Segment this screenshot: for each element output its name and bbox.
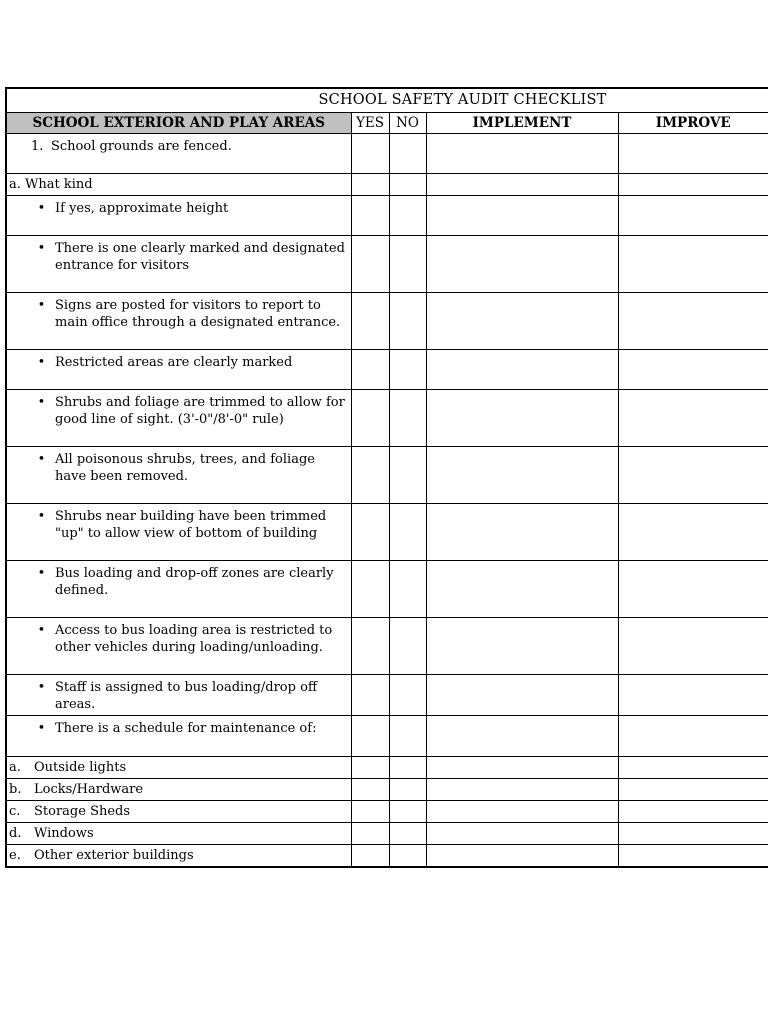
implement-cell[interactable] [426, 174, 618, 196]
improve-cell[interactable] [618, 675, 768, 716]
improve-cell[interactable] [618, 845, 768, 868]
improve-cell[interactable] [618, 801, 768, 823]
yes-checkbox-cell[interactable] [351, 757, 389, 779]
implement-header: IMPLEMENT [426, 113, 618, 134]
item-number: 1. [31, 139, 44, 154]
table-row [6, 801, 768, 823]
no-checkbox-cell[interactable] [389, 174, 426, 196]
yes-checkbox-cell[interactable] [351, 618, 389, 675]
question-cell [6, 779, 351, 801]
yes-checkbox-cell[interactable] [351, 801, 389, 823]
improve-cell[interactable] [618, 779, 768, 801]
yes-checkbox-cell[interactable] [351, 561, 389, 618]
implement-cell[interactable] [426, 504, 618, 561]
table-row [6, 196, 768, 236]
improve-cell[interactable] [618, 134, 768, 174]
implement-cell[interactable] [426, 196, 618, 236]
no-checkbox-cell[interactable] [389, 196, 426, 236]
question-cell [6, 504, 351, 561]
question-text: Outside lights [34, 760, 127, 775]
question-text: Restricted areas are clearly marked [55, 355, 293, 370]
implement-cell[interactable] [426, 801, 618, 823]
document-title [6, 88, 768, 113]
yes-checkbox-cell[interactable] [351, 823, 389, 845]
bullet-icon: • [37, 395, 46, 410]
no-checkbox-cell[interactable] [389, 447, 426, 504]
improve-cell[interactable] [618, 196, 768, 236]
no-checkbox-cell[interactable] [389, 618, 426, 675]
question-cell [6, 561, 351, 618]
yes-checkbox-cell[interactable] [351, 236, 389, 293]
table-row [6, 174, 768, 196]
implement-cell[interactable] [426, 757, 618, 779]
yes-checkbox-cell[interactable] [351, 196, 389, 236]
no-checkbox-cell[interactable] [389, 504, 426, 561]
improve-cell[interactable] [618, 716, 768, 757]
title-row [6, 88, 768, 113]
table-row [6, 561, 768, 618]
bullet-icon: • [37, 509, 46, 524]
yes-header: YES [351, 113, 389, 134]
question-text: There is a schedule for maintenance of: [55, 721, 317, 736]
bullet-icon: • [37, 721, 46, 736]
no-checkbox-cell[interactable] [389, 823, 426, 845]
yes-checkbox-cell[interactable] [351, 350, 389, 390]
table-row [6, 675, 768, 716]
implement-cell[interactable] [426, 716, 618, 757]
no-checkbox-cell[interactable] [389, 801, 426, 823]
question-text: a. What kind [9, 177, 93, 192]
bullet-icon: • [37, 680, 46, 695]
implement-cell[interactable] [426, 675, 618, 716]
no-checkbox-cell[interactable] [389, 293, 426, 350]
table-row [6, 779, 768, 801]
implement-cell[interactable] [426, 779, 618, 801]
question-cell [6, 716, 351, 757]
header-row [6, 113, 768, 134]
improve-cell[interactable] [618, 236, 768, 293]
yes-checkbox-cell[interactable] [351, 845, 389, 868]
no-checkbox-cell[interactable] [389, 845, 426, 868]
implement-cell[interactable] [426, 561, 618, 618]
question-cell [6, 757, 351, 779]
table-row [6, 845, 768, 868]
improve-cell[interactable] [618, 174, 768, 196]
audit-checklist [5, 87, 768, 868]
question-text: Staff is assigned to bus loading/drop off areas. [55, 680, 318, 712]
no-checkbox-cell[interactable] [389, 350, 426, 390]
item-letter: a. [9, 760, 21, 775]
question-cell [6, 823, 351, 845]
question-cell [6, 134, 351, 174]
question-cell [6, 350, 351, 390]
yes-checkbox-cell[interactable] [351, 447, 389, 504]
item-letter: b. [9, 782, 22, 797]
question-cell [6, 236, 351, 293]
question-text: Signs are posted for visitors to report to main office through a designated entrance. [55, 298, 341, 330]
no-header: NO [389, 113, 426, 134]
question-text: Access to bus loading area is restricted to other vehicles during loading/unloading. [55, 623, 333, 655]
table-row [6, 504, 768, 561]
table-row [6, 618, 768, 675]
question-text: Windows [34, 826, 94, 841]
no-checkbox-cell[interactable] [389, 561, 426, 618]
question-cell [6, 801, 351, 823]
question-text: Other exterior buildings [34, 848, 194, 863]
improve-cell[interactable] [618, 447, 768, 504]
question-text: There is one clearly marked and designated entrance for visitors [55, 241, 345, 273]
question-cell [6, 196, 351, 236]
yes-checkbox-cell[interactable] [351, 174, 389, 196]
yes-checkbox-cell[interactable] [351, 779, 389, 801]
section-header: SCHOOL EXTERIOR AND PLAY AREAS [6, 113, 351, 134]
question-cell [6, 447, 351, 504]
improve-header: IMPROVE [618, 113, 768, 134]
improve-cell[interactable] [618, 561, 768, 618]
implement-cell[interactable] [426, 236, 618, 293]
question-cell [6, 174, 351, 196]
implement-cell[interactable] [426, 845, 618, 868]
improve-cell[interactable] [618, 350, 768, 390]
bullet-icon: • [37, 241, 46, 256]
no-checkbox-cell[interactable] [389, 716, 426, 757]
implement-cell[interactable] [426, 823, 618, 845]
bullet-icon: • [37, 623, 46, 638]
implement-cell[interactable] [426, 293, 618, 350]
table-row [6, 350, 768, 390]
no-checkbox-cell[interactable] [389, 675, 426, 716]
no-checkbox-cell[interactable] [389, 236, 426, 293]
checklist-table [5, 87, 768, 868]
question-text: All poisonous shrubs, trees, and foliage have been removed. [55, 452, 315, 484]
no-checkbox-cell[interactable] [389, 757, 426, 779]
table-row [6, 236, 768, 293]
table-row [6, 390, 768, 447]
bullet-icon: • [37, 566, 46, 581]
table-row [6, 716, 768, 757]
implement-cell[interactable] [426, 350, 618, 390]
question-cell [6, 675, 351, 716]
item-letter: e. [9, 848, 21, 863]
yes-checkbox-cell[interactable] [351, 716, 389, 757]
question-text: Storage Sheds [34, 804, 131, 819]
title-text: SCHOOL SAFETY AUDIT CHECKLIST [318, 92, 607, 108]
question-text: Shrubs near building have been trimmed "up" to allow view of bottom of building [55, 509, 327, 541]
improve-cell[interactable] [618, 390, 768, 447]
implement-cell[interactable] [426, 390, 618, 447]
table-row [6, 293, 768, 350]
bullet-icon: • [37, 355, 46, 370]
question-cell [6, 618, 351, 675]
yes-checkbox-cell[interactable] [351, 675, 389, 716]
improve-cell[interactable] [618, 504, 768, 561]
question-cell [6, 845, 351, 868]
improve-cell[interactable] [618, 293, 768, 350]
no-checkbox-cell[interactable] [389, 779, 426, 801]
yes-checkbox-cell[interactable] [351, 134, 389, 174]
table-row [6, 823, 768, 845]
item-letter: c. [9, 804, 21, 819]
yes-checkbox-cell[interactable] [351, 504, 389, 561]
improve-cell[interactable] [618, 823, 768, 845]
bullet-icon: • [37, 201, 46, 216]
item-letter: d. [9, 826, 22, 841]
implement-cell[interactable] [426, 447, 618, 504]
no-checkbox-cell[interactable] [389, 134, 426, 174]
table-row [6, 134, 768, 174]
question-text: School grounds are fenced. [51, 139, 232, 154]
implement-cell[interactable] [426, 618, 618, 675]
question-cell [6, 293, 351, 350]
question-text: Locks/Hardware [34, 782, 144, 797]
bullet-icon: • [37, 298, 46, 313]
improve-cell[interactable] [618, 618, 768, 675]
bullet-icon: • [37, 452, 46, 467]
improve-cell[interactable] [618, 757, 768, 779]
question-text: Shrubs and foliage are trimmed to allow for good line of sight. (3'-0"/8'-0" rule) [55, 395, 345, 427]
no-checkbox-cell[interactable] [389, 390, 426, 447]
question-cell [6, 390, 351, 447]
table-row [6, 757, 768, 779]
table-row [6, 447, 768, 504]
question-text: Bus loading and drop-off zones are clearly defined. [55, 566, 334, 598]
question-text: If yes, approximate height [55, 201, 229, 216]
yes-checkbox-cell[interactable] [351, 293, 389, 350]
implement-cell[interactable] [426, 134, 618, 174]
yes-checkbox-cell[interactable] [351, 390, 389, 447]
